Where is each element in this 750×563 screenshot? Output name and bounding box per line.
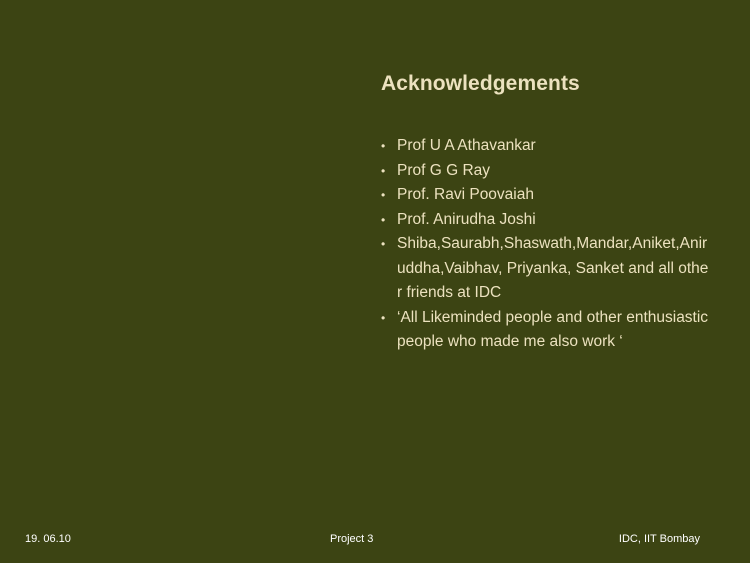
footer-project: Project 3: [330, 533, 374, 545]
list-item: [381, 232, 711, 306]
acknowledgement-list: [381, 134, 711, 355]
bullet-icon: •: [381, 310, 386, 325]
list-item: [381, 208, 711, 233]
list-item-text: Shiba,Saurabh,Shaswath,Mandar,Aniket,Aniruddha,Vaibhav, Priyanka, Sanket and all other friends at IDC: [397, 235, 709, 301]
list-item: [381, 134, 711, 159]
list-item: [381, 159, 711, 184]
list-item: [381, 183, 711, 208]
footer-institution: IDC, IIT Bombay: [618, 533, 700, 545]
list-item-text: ‘All Likeminded people and other enthusiastic people who made me also work ‘: [397, 308, 709, 350]
list-item-text: Prof. Ravi Poovaiah: [397, 186, 534, 203]
bullet-icon: •: [381, 139, 386, 153]
list-item-text: Prof U A Athavankar: [397, 137, 536, 154]
footer-date: 19. 06.10: [25, 533, 71, 545]
bullet-icon: •: [381, 237, 386, 251]
list-item: [381, 306, 711, 355]
bullet-icon: •: [381, 188, 386, 202]
bullet-icon: •: [381, 212, 386, 227]
list-item-text: Prof G G Ray: [397, 161, 491, 179]
slide-title: Acknowledgements: [381, 72, 580, 95]
bullet-icon: •: [381, 163, 386, 178]
list-item-text: Prof. Anirudha Joshi: [397, 210, 536, 228]
